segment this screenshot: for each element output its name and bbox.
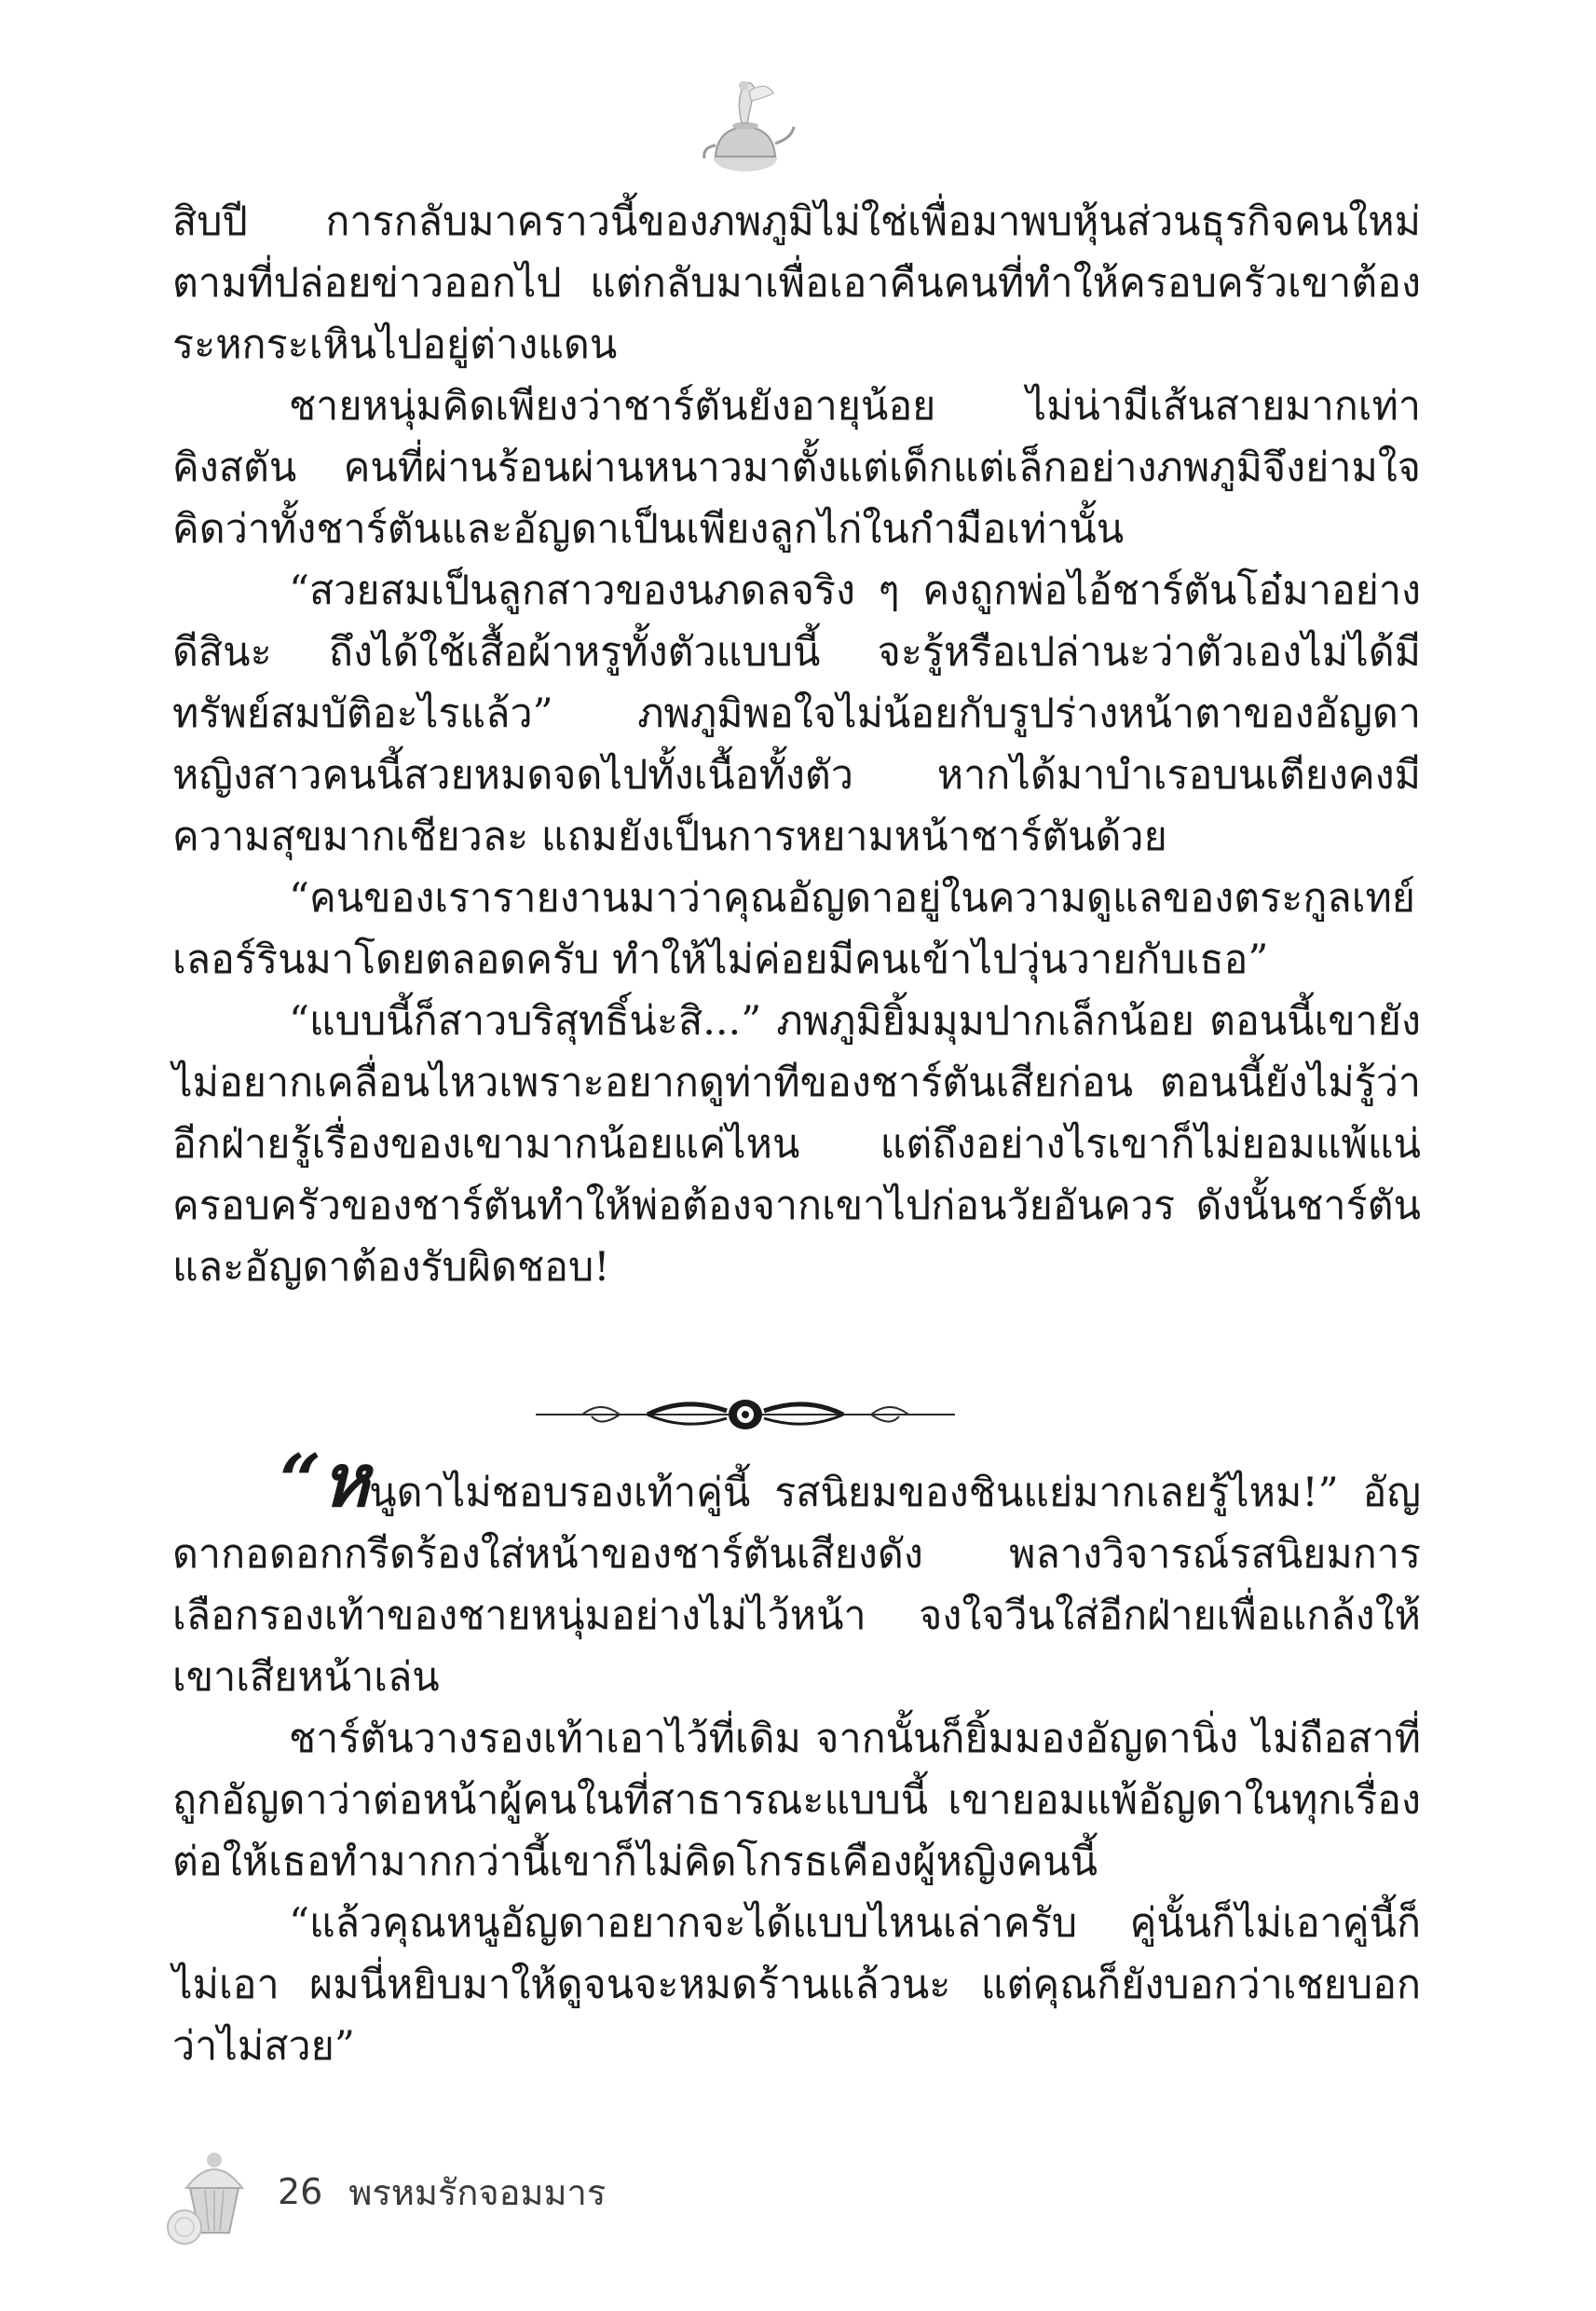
dropcap-paragraph [172,1439,1421,1708]
dropcap-rest: นูดาไม่ชอบรองเท้าคู่นี้ รสนิยมของชินแย่มากเลยรู้ไหม!” อัญดากอดอกกรีดร้องใส่หน้าของชาร์ตันเสียงดัง พลางวิจารณ์รสนิยมการเลือกรองเท้าของชายหนุ่มอย่างไม่ไว้หน้า จงใจวีนใส่อีกฝ่ายเพื่อแกล้งให้เขาเสียหน้าเล่น [172,1470,1421,1701]
book-title: พรหมรักจอมมาร [348,2171,607,2213]
page-footer [278,2164,606,2220]
page-number: 26 [278,2171,323,2212]
paragraph: “สวยสมเป็นลูกสาวของนภดลจริง ๆ คงถูกพ่อไอ้ชาร์ตันโอ๋มาอย่างดีสินะ ถึงได้ใช้เสื้อผ้าหรูทั้งตัวแบบนี้ จะรู้หรือเปล่านะว่าตัวเองไม่ได้มีทรัพย์สมบัติอะไรแล้ว” ภพภูมิพอใจไม่น้อยกับรูปร่างหน้าตาของอัญดา หญิงสาวคนนี้สวยหมดจดไปทั้งเนื้อทั้งตัว หากได้มาบำเรอบนเตียงคงมีความสุขมากเชียวละ แถมยังเป็นการหยามหน้าชาร์ตันด้วย [172,567,1421,860]
teapot-fairy-ornament-icon [689,73,801,185]
paragraph: “แบบนี้ก็สาวบริสุทธิ์น่ะสิ...” ภพภูมิยิ้มมุมปากเล็กน้อย ตอนนี้เขายังไม่อยากเคลื่อนไหวเพราะอยากดูท่าทีของชาร์ตันเสียก่อน ตอนนี้ยังไม่รู้ว่าอีกฝ่ายรู้เรื่องของเขามากน้อยแค่ไหน แต่ถึงอย่างไรเขาก็ไม่ยอมแพ้แน่ ครอบครัวของชาร์ตันทำให้พ่อต้องจากเขาไปก่อนวัยอันควร ดังนั้นชาร์ตันและอัญดาต้องรับผิดชอบ! [172,998,1421,1291]
paragraph: “คนของเรารายงานมาว่าคุณอัญดาอยู่ในความดูแลของตระกูลเทย์เลอร์รินมาโดยตลอดครับ ทำให้ไม่ค่อยมีคนเข้าไปวุ่นวายกับเธอ” [172,875,1415,983]
main-text-top [172,191,1421,1298]
paragraph: สิบปี การกลับมาคราวนี้ของภพภูมิไม่ใช่เพื่อมาพบหุ้นส่วนธุรกิจคนใหม่ตามที่ปล่อยข่าวออกไป แต่กลับมาเพื่อเอาคืนคนที่ทำให้ครอบครัวเขาต้องระหกระเหินไปอยู่ต่างแดน [172,198,1421,368]
paragraph: “แล้วคุณหนูอัญดาอยากจะได้แบบไหนเล่าครับ คู่นั้นก็ไม่เอาคู่นี้ก็ไม่เอา ผมนี่หยิบมาให้ดูจนจะหมดร้านแล้วนะ แต่คุณก็ยังบอกว่าเชยบอกว่าไม่สวย” [172,1900,1421,2070]
scroll-divider-icon [526,1390,964,1439]
paragraph: ชายหนุ่มคิดเพียงว่าชาร์ตันยังอายุน้อย ไม่น่ามีเส้นสายมากเท่าคิงสตัน คนที่ผ่านร้อนผ่านหนาวมาตั้งแต่เด็กแต่เล็กอย่างภพภูมิจึงย่ามใจคิดว่าทั้งชาร์ตันและอัญดาเป็นเพียงลูกไก่ในกำมือเท่านั้น [172,383,1421,553]
main-text-bottom [172,1439,1421,2077]
dropcap-letter: “ห [280,1439,370,1524]
cupcake-ornament-icon [158,2113,270,2253]
paragraph: ชาร์ตันวางรองเท้าเอาไว้ที่เดิม จากนั้นก็ยิ้มมองอัญดานิ่ง ไม่ถือสาที่ถูกอัญดาว่าต่อหน้าผู้คนในที่สาธารณะแบบนี้ เขายอมแพ้อัญดาในทุกเรื่อง ต่อให้เธอทำมากกว่านี้เขาก็ไม่คิดโกรธเคืองผู้หญิงคนนี้ [172,1716,1421,1885]
